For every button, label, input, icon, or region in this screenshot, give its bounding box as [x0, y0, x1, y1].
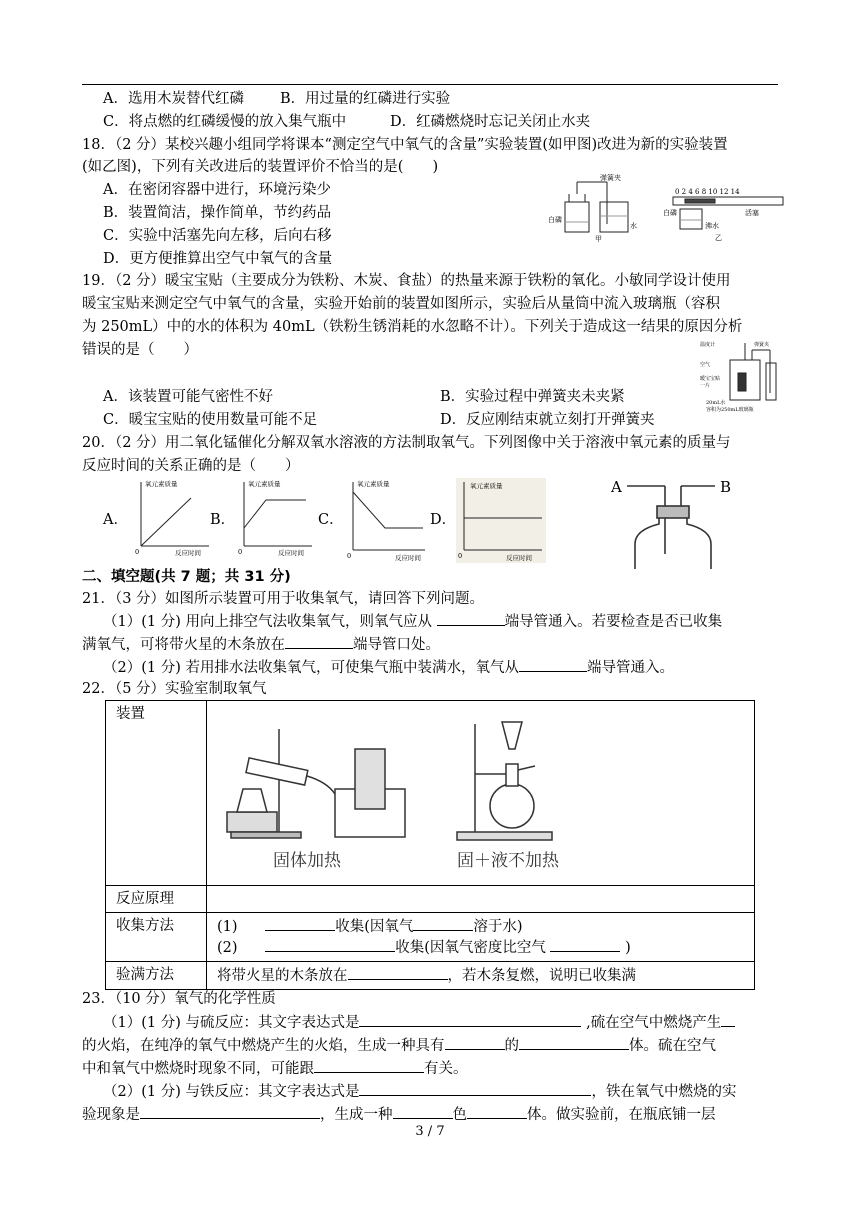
q19-option-b: B．实验过程中弹簧夹未夹紧 — [440, 389, 625, 405]
svg-text:弹簧夹: 弹簧夹 — [754, 342, 770, 348]
svg-text:活塞: 活塞 — [745, 209, 759, 217]
q19-option-a: A．该装置可能气密性不好 — [103, 389, 273, 405]
q20-graph-a — [133, 478, 213, 558]
row-check-cell: 将带火星的木条放在 ，若木条复燃，说明已收集满 — [207, 962, 755, 990]
row-device-figures — [207, 701, 755, 886]
svg-text:氧元素质量: 氧元素质量 — [470, 482, 503, 490]
q20-option-a-label: A． — [103, 512, 128, 528]
svg-text:暖宝宝贴: 暖宝宝贴 — [700, 376, 721, 382]
q23-blank-7[interactable] — [140, 1104, 320, 1119]
q21-part-2-line: （2）(1 分) 若用排水法收集氧气，可使集气瓶中装满水，氧气从 端导管通入。 — [103, 657, 674, 678]
svg-text:氧元素质量: 氧元素质量 — [145, 480, 178, 488]
svg-text:氧元素质量: 氧元素质量 — [357, 480, 390, 488]
q23-blank-5[interactable] — [314, 1058, 424, 1073]
q17-option-d: D．红磷燃烧时忘记关闭止水夹 — [390, 114, 591, 130]
svg-text:0 2 4 6 8 10 12 14: 0 2 4 6 8 10 12 14 — [675, 188, 740, 196]
svg-text:乙: 乙 — [715, 234, 722, 242]
svg-text:容积为250mL玻璃瓶: 容积为250mL玻璃瓶 — [706, 407, 754, 413]
caption-solid-heating: 固体加热 — [273, 851, 341, 871]
q21-blank-3[interactable] — [519, 657, 587, 672]
q20-option-c-label: C． — [318, 512, 344, 528]
svg-text:水: 水 — [630, 222, 637, 230]
q19-option-d: D．反应刚结束就立刻打开弹簧夹 — [440, 412, 655, 428]
q23-part-1-cont: 的火焰，在纯净的氧气中燃烧产生的火焰，生成一种具有 的 体。硫在空气 — [82, 1035, 716, 1056]
svg-text:20mL水: 20mL水 — [706, 400, 726, 406]
q20-graph-b — [236, 478, 316, 558]
q22-table — [105, 700, 755, 990]
q21-gas-bottle-figure — [605, 474, 740, 569]
caption-solid-liquid: 固＋液不加热 — [457, 851, 559, 871]
svg-text:反应时间: 反应时间 — [395, 554, 421, 562]
svg-text:白磷: 白磷 — [663, 209, 677, 217]
q19-stem-3: 为 250mL）中的水的体积为 40mL（铁粉生锈消耗的水忽略不计）。下列关于造成这一结果的原因分析 — [82, 319, 743, 335]
svg-text:0: 0 — [458, 552, 463, 560]
page-number: 3 / 7 — [415, 1124, 445, 1139]
svg-text:空气: 空气 — [700, 362, 711, 368]
q20-option-b-label: B． — [210, 512, 236, 528]
row-check-label: 验满方法 — [106, 962, 207, 990]
q18-apparatus-figure — [545, 172, 790, 242]
collect-blank-2[interactable] — [413, 916, 473, 931]
q18-option-b: B．装置简洁，操作简单，节约药品 — [103, 205, 332, 221]
row-principle-cell[interactable] — [207, 886, 755, 913]
svg-text:0: 0 — [347, 552, 352, 560]
header-rule — [82, 84, 778, 85]
q17-option-a: A．选用木炭替代红磷 — [103, 91, 244, 107]
svg-text:氧元素质量: 氧元素质量 — [248, 480, 281, 488]
svg-text:甲: 甲 — [595, 235, 602, 242]
svg-text:0: 0 — [238, 548, 243, 556]
q21-blank-2[interactable] — [285, 634, 353, 649]
q23-part-2-line: （2）(1 分) 与铁反应：其文字表达式是 ，铁在氧气中燃烧的实 — [103, 1081, 736, 1102]
q18-option-c: C．实验中活塞先向左移，后向右移 — [103, 228, 332, 244]
q17-option-c: C．将点燃的红磷缓慢的放入集气瓶中 — [103, 114, 347, 130]
collect-blank-1[interactable] — [265, 916, 335, 931]
q21-part-1-cont: 满氧气，可将带火星的木条放在 端导管口处。 — [82, 634, 440, 655]
q23-blank-9[interactable] — [467, 1104, 527, 1119]
q20-graph-d — [456, 478, 546, 563]
q21-part-1-line: （1）(1 分) 用向上排空气法收集氧气，则氧气应从 端导管通入。若要检查是否已收集 — [103, 611, 722, 632]
q20-graph-c — [345, 478, 430, 563]
svg-text:弹簧夹: 弹簧夹 — [600, 174, 621, 182]
q19-stem-2: 暖宝宝贴来测定空气中氧气的含量，实验开始前的装置如图所示，实验后从量筒中流入玻璃瓶（容积 — [82, 296, 720, 312]
row-principle-label: 反应原理 — [106, 886, 207, 913]
svg-text:A: A — [611, 478, 622, 496]
q18-stem-2: (如乙图)，下列有关改进后的装置评价不恰当的是( ) — [82, 159, 439, 175]
collect-line-1: (1) 收集(因氧气 溶于水) — [217, 916, 744, 937]
q18-stem-1: 18．（2 分）某校兴趣小组同学将课本“测定空气中氧气的含量”实验装置(如甲图)改进为新的实验装置 — [82, 137, 728, 153]
q23-part-1-cont-2: 中和氧气中燃烧时现象不同，可能跟 有关。 — [82, 1058, 468, 1079]
q23-blank-6[interactable] — [359, 1081, 591, 1096]
q23-blank-8[interactable] — [393, 1104, 453, 1119]
q23-stem: 23．（10 分）氧气的化学性质 — [82, 991, 276, 1007]
svg-text:反应时间: 反应时间 — [278, 549, 304, 557]
svg-text:反应时间: 反应时间 — [506, 554, 532, 562]
q23-blank-1[interactable] — [359, 1012, 581, 1027]
q23-blank-3[interactable] — [445, 1035, 505, 1050]
svg-text:温度计: 温度计 — [700, 342, 716, 348]
svg-text:0: 0 — [135, 548, 140, 556]
check-blank[interactable] — [348, 965, 448, 980]
q20-stem-1: 20．（2 分）用二氧化锰催化分解双氧水溶液的方法制取氧气。下列图像中关于溶液中氧元素的质量与 — [82, 435, 731, 451]
row-device-label: 装置 — [106, 701, 207, 886]
q18-option-d: D．更方便推算出空气中氧气的含量 — [103, 251, 333, 267]
row-collect-cell — [207, 913, 755, 962]
q20-option-d-label: D． — [430, 512, 457, 528]
q23-part-1-line: （1）(1 分) 与硫反应：其文字表达式是 ,硫在空气中燃烧产生 — [103, 1012, 735, 1033]
q20-stem-2: 反应时间的关系正确的是（ ） — [82, 458, 300, 474]
q19-stem-1: 19．（2 分）暖宝宝贴（主要成分为铁粉、木炭、食盐）的热量来源于铁粉的氧化。小敏同学设计使用 — [82, 273, 731, 289]
q23-part-2-cont: 验现象是 ，生成一种 色 体。做实验前，在瓶底铺一层 — [82, 1104, 716, 1125]
q23-blank-2[interactable] — [721, 1012, 735, 1027]
q21-stem: 21．（3 分）如图所示装置可用于收集氧气，请回答下列问题。 — [82, 591, 485, 607]
collect-blank-3[interactable] — [265, 937, 395, 952]
collect-line-2: (2) 收集(因氧气密度比空气 ) — [217, 937, 744, 958]
svg-text:B: B — [720, 478, 732, 496]
q19-option-c: C．暖宝宝贴的使用数量可能不足 — [103, 412, 318, 428]
q22-stem: 22．（5 分）实验室制取氧气 — [82, 681, 267, 697]
q19-apparatus-figure — [700, 338, 782, 413]
svg-text:白磷: 白磷 — [548, 216, 562, 224]
section-2-heading: 二、填空题(共 7 题；共 31 分) — [82, 569, 291, 585]
q19-stem-4: 错误的是（ ） — [82, 342, 198, 358]
collect-blank-4[interactable] — [550, 937, 620, 952]
svg-text:沸水: 沸水 — [705, 222, 719, 230]
q17-option-b: B．用过量的红磷进行实验 — [280, 91, 451, 107]
svg-text:一片: 一片 — [700, 383, 711, 389]
q23-blank-4[interactable] — [519, 1035, 629, 1050]
row-collect-label: 收集方法 — [106, 913, 207, 962]
q18-option-a: A．在密闭容器中进行，环境污染少 — [103, 182, 331, 198]
q21-blank-1[interactable] — [437, 611, 505, 626]
svg-text:反应时间: 反应时间 — [175, 549, 201, 557]
